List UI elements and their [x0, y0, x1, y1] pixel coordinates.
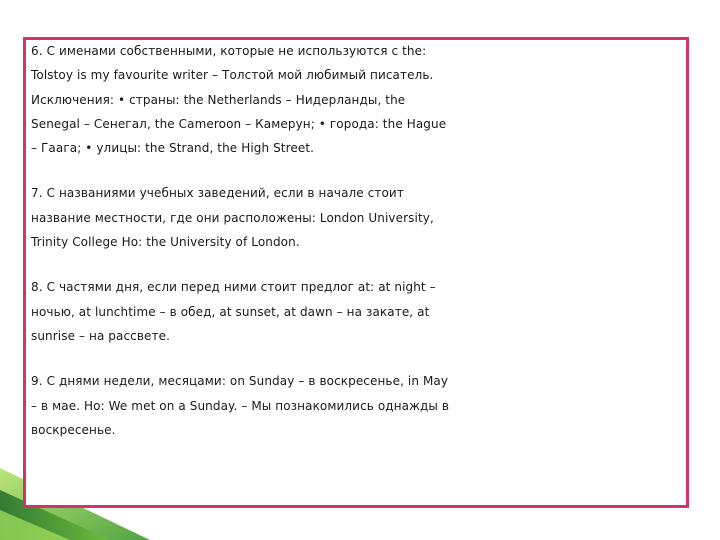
text-line: 8. С частями дня, если перед ними стоит предлог at: at night –	[31, 280, 436, 295]
paragraph-days-and-months	[31, 369, 691, 442]
text-line: воскресенье.	[31, 422, 116, 437]
text-line: Trinity College Но: the University of London.	[31, 235, 300, 250]
text-line: sunrise – на рассвете.	[31, 328, 171, 343]
text-content	[31, 39, 691, 442]
text-line: 9. С днями недели, месяцами: on Sunday – в воскресенье, in May	[31, 374, 449, 389]
text-line: Tolstoy is my favourite writer – Толстой мой любимый писатель.	[31, 68, 434, 83]
paragraph-parts-of-day	[31, 275, 691, 348]
paragraph-proper-names	[31, 39, 691, 160]
paragraph-educational-institutions	[31, 181, 691, 254]
text-line: – в мае. Но: We met on a Sunday. – Мы познакомились однажды в	[31, 398, 450, 413]
text-line: Senegal – Сенегал, the Cameroon – Камерун; • города: the Hague	[31, 116, 447, 131]
text-line: – Гаага; • улицы: the Strand, the High Street.	[31, 141, 315, 156]
text-line: Исключения: • страны: the Netherlands – Нидерланды, the	[31, 92, 406, 107]
text-line: название местности, где они расположены: London University,	[31, 210, 434, 225]
text-line: 7. С названиями учебных заведений, если в начале стоит	[31, 186, 404, 201]
text-line: 6. С именами собственными, которые не используются с the:	[31, 44, 427, 58]
text-line: ночью, at lunchtime – в обед, at sunset, at dawn – на закате, at	[31, 304, 430, 319]
